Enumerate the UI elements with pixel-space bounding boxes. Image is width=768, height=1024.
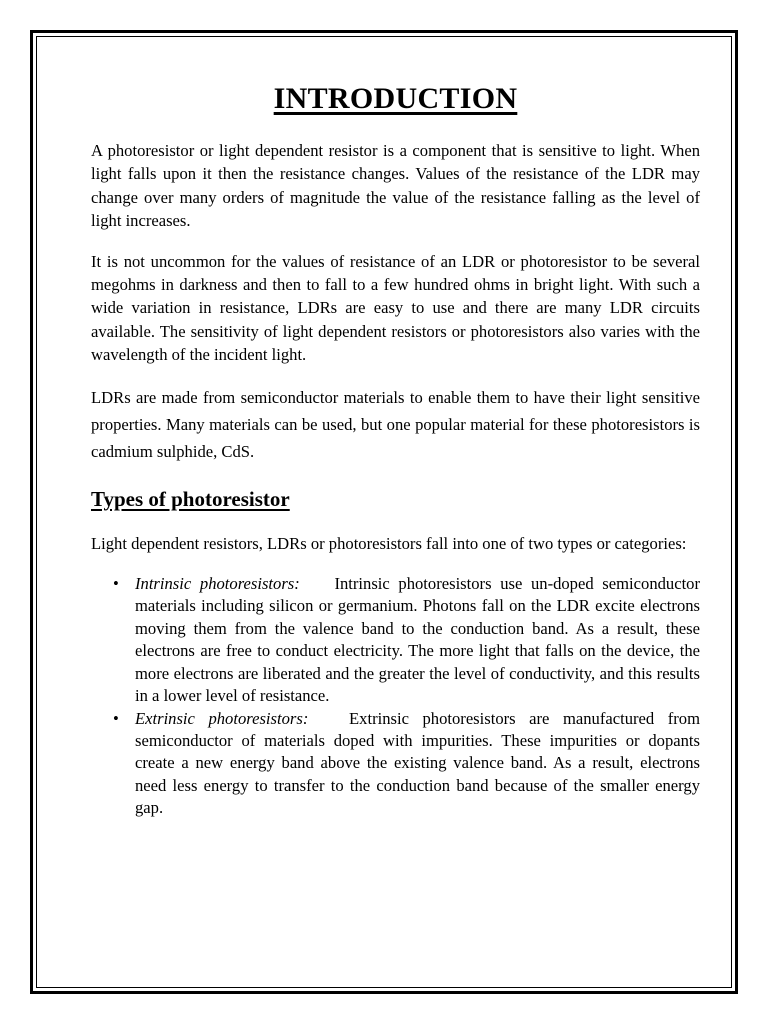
list-item-extrinsic xyxy=(91,708,700,820)
page-title: INTRODUCTION xyxy=(273,82,518,115)
term-extrinsic: Extrinsic photoresistors: xyxy=(135,708,309,728)
intro-paragraph-3: LDRs are made from semiconductor materials to enable them to have their light sensitive properties. Many materials can be used, but one popular material for these photoresistors is cadmium sulphide, CdS. xyxy=(91,387,700,461)
description-intrinsic: Intrinsic photoresistors use un-doped semiconductor materials including silicon or germanium. Photons fall on the LDR excite electrons moving them from the valence band to the conduction band. As a result, these electrons are free to conduct electricity. The more light that falls on the device, the more electrons are liberated and the greater the level of conductivity, and this results in a lower level of resistance. xyxy=(135,574,701,706)
types-intro-paragraph: Light dependent resistors, LDRs or photoresistors fall into one of two types or categories: xyxy=(91,533,687,553)
term-intrinsic: Intrinsic photoresistors: xyxy=(135,574,300,594)
bullet-icon: • xyxy=(113,574,119,594)
list-item-intrinsic xyxy=(91,573,700,707)
types-list xyxy=(91,573,700,819)
intro-paragraph-1: A photoresistor or light dependent resistor is a component that is sensitive to light. When light falls upon it then the resistance changes. Values of the resistance of the LDR may change over many orders of magnitude the value of the resistance falling as the level of light increases. xyxy=(91,141,700,231)
document-body xyxy=(91,82,700,820)
intro-paragraph-2: It is not uncommon for the values of resistance of an LDR or photoresistor to be several megohms in darkness and then to fall to a few hundred ohms in bright light. With such a wide variation in resistance, LDRs are easy to use and there are many LDR circuits available. The sensitivity of light dependent resistors or photoresistors also varies with the wavelength of the incident light. xyxy=(91,251,700,365)
section-heading-types: Types of photoresistor xyxy=(91,486,290,511)
bullet-icon: • xyxy=(113,708,119,728)
description-extrinsic: Extrinsic photoresistors are manufactured from semiconductor of materials doped with impurities. These impurities or dopants create a new energy band above the existing valence band. As a result, electrons need less energy to transfer to the conduction band because of the smaller energy gap. xyxy=(135,708,701,818)
